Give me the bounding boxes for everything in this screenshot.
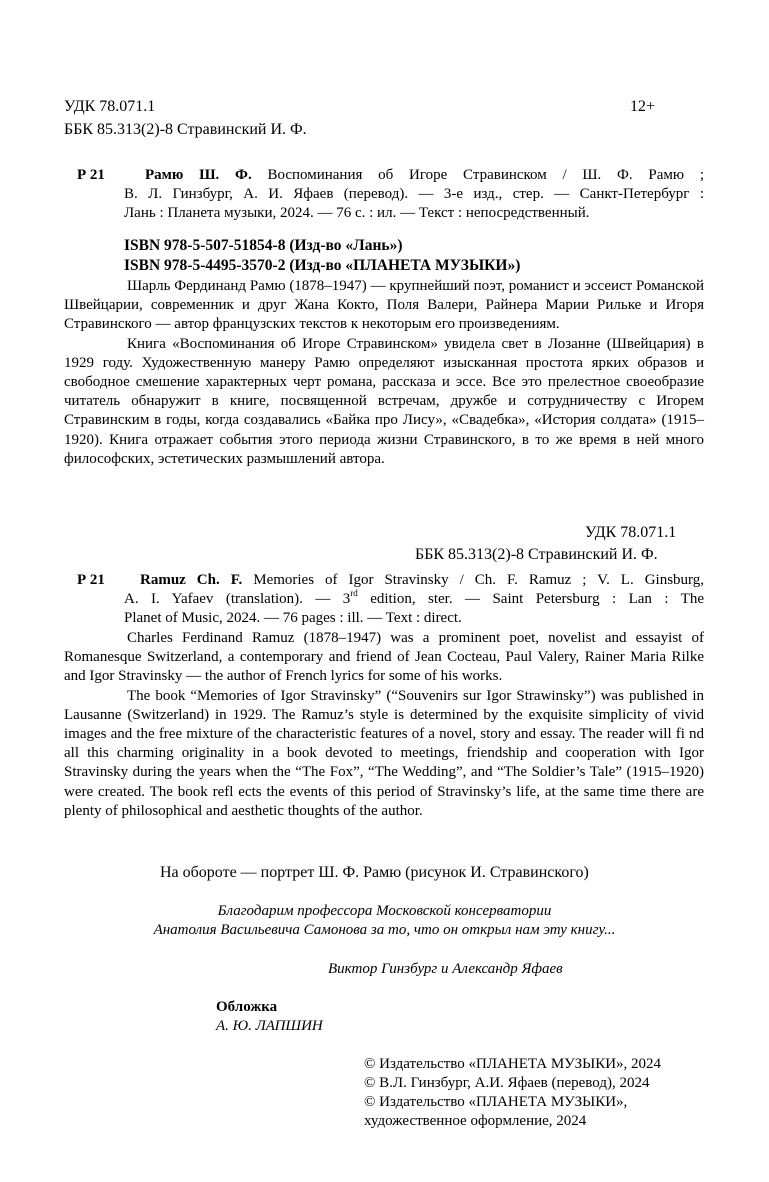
thanks-signature: Виктор Гинзбург и Александр Яфаев xyxy=(328,961,563,977)
ru-record-author: Рамю Ш. Ф. xyxy=(145,167,252,183)
en-record-line2 xyxy=(124,590,704,609)
isbn-lan: ISBN 978-5-507-51854-8 (Изд-во «Лань») xyxy=(124,237,403,254)
ru-annotation-para1: Шарль Фердинанд Рамю (1878–1947) — крупнейший поэт, романист и эссеист Романской Швейцарии, современник и друг Жана Кокто, Поля Валери, Райнера Марии Рильке и Игоря Стравинского — автор французских текстов к некоторым его произведениям. xyxy=(64,278,704,333)
copyright-line: © В.Л. Гинзбург, А.И. Яфаев (перевод), 2024 xyxy=(364,1075,650,1091)
en-bbk-code: ББК 85.313(2)-8 Стравинский И. Ф. xyxy=(415,546,658,563)
cover-artist: А. Ю. ЛАПШИН xyxy=(216,1018,323,1034)
cover-label: Обложка xyxy=(216,999,278,1015)
ru-annotation-para2: Книга «Воспоминания об Игоре Стравинском» увидела свет в Лозанне (Швейцария) в 1929 году. Художественную манеру Рамю определяют изысканная простота ярких образов и свободное смешение характерных черт романа, рассказа и эссе. Все это прелестное своеобразие читатель обнаружит в книге, посвященной встречам, дружбе и сотрудничеству с Игорем Стравинским в годы, когда создавались «Байка про Лису», «Свадебка», «История солдата» (1915–1920). Книга отражает события этого периода жизни Стравинского, в то же время в ней много философских, эстетических размышлений автора. xyxy=(64,335,704,467)
copyright-line: © Издательство «ПЛАНЕТА МУЗЫКИ», 2024 xyxy=(364,1056,662,1072)
bbk-code: ББК 85.313(2)-8 Стравинский И. Ф. xyxy=(64,121,307,138)
ru-record-line3: Лань : Планета музыки, 2024. — 76 с. : ил. — Текст : непосредственный. xyxy=(124,205,590,222)
isbn-planet: ISBN 978-5-4495-3570-2 (Изд-во «ПЛАНЕТА МУЗЫКИ») xyxy=(124,257,521,274)
en-udk-code: УДК 78.071.1 xyxy=(585,524,677,541)
en-edition-suffix: rd xyxy=(350,588,358,599)
age-rating: 12+ xyxy=(630,98,656,115)
en-record-heading xyxy=(124,571,704,629)
portrait-note: На обороте — портрет Ш. Ф. Рамю (рисунок И. Стравинского) xyxy=(160,864,589,881)
en-annotation xyxy=(64,629,704,821)
en-record-line3: Planet of Music, 2024. — 76 pages : ill. — Text : direct. xyxy=(124,610,462,627)
ru-record-title: Воспоминания об Игоре Стравинском / Ш. Ф. Рамю ; xyxy=(267,167,705,183)
ru-record-line1 xyxy=(124,166,704,185)
en-record-title: Memories of Igor Stravinsky / Ch. F. Ramuz ; V. L. Ginsburg, xyxy=(253,572,705,588)
en-record-author: Ramuz Ch. F. xyxy=(140,572,243,588)
en-record-line1 xyxy=(124,571,704,590)
udk-code: УДК 78.071.1 xyxy=(64,98,156,115)
ru-record-line2: В. Л. Гинзбург, А. И. Яфаев (перевод). — 3-е изд., стер. — Санкт-Петербург : xyxy=(124,186,704,203)
en-annotation-para1: Charles Ferdinand Ramuz (1878–1947) was a prominent poet, novelist and essayist of Romanesque Switzerland, a contemporary and friend of Jean Cocteau, Paul Valery, Rainer Maria Rilke and Igor Stravinsky — the author of French lyrics for some of his works. xyxy=(64,630,704,685)
en-edition-number: A. I. Yafaev (translation). — 3 xyxy=(124,591,351,608)
ru-record-heading xyxy=(124,166,704,224)
ru-record-code: Р 21 xyxy=(77,167,105,183)
en-record-code: Р 21 xyxy=(77,572,105,588)
thanks-line2: Анатолия Васильевича Самонова за то, что он открыл нам эту книгу... xyxy=(153,922,616,938)
thanks-line1: Благодарим профессора Московской консерватории xyxy=(217,903,552,919)
en-annotation-para2: The book “Memories of Igor Stravinsky” (“Souvenirs sur Igor Strawinsky”) was published in Lausanne (Switzerland) in 1929. The Ramuz’s style is determined by the exquisite simplicity of vivid images and the free mixture of the characteristic features of a novel, story and essay. The reader will fi nd all this charming originality in a book devoted to meetings, friendship and cooperation with Igor Stravinsky during the years when the “The Fox”, “The Wedding”, and “The Soldier’s Tale” (1915–1920) were created. The book refl ects the events of this period of Stravinsky’s life, at the same time there are plenty of philosophical and aesthetic thoughts of the author. xyxy=(64,687,704,819)
en-record-line2-rest: edition, ster. — Saint Petersburg : Lan : The xyxy=(370,591,704,608)
copyright-line: © Издательство «ПЛАНЕТА МУЗЫКИ», xyxy=(364,1094,628,1110)
copyright-line: художественное оформление, 2024 xyxy=(364,1113,587,1129)
ru-annotation xyxy=(64,277,704,469)
